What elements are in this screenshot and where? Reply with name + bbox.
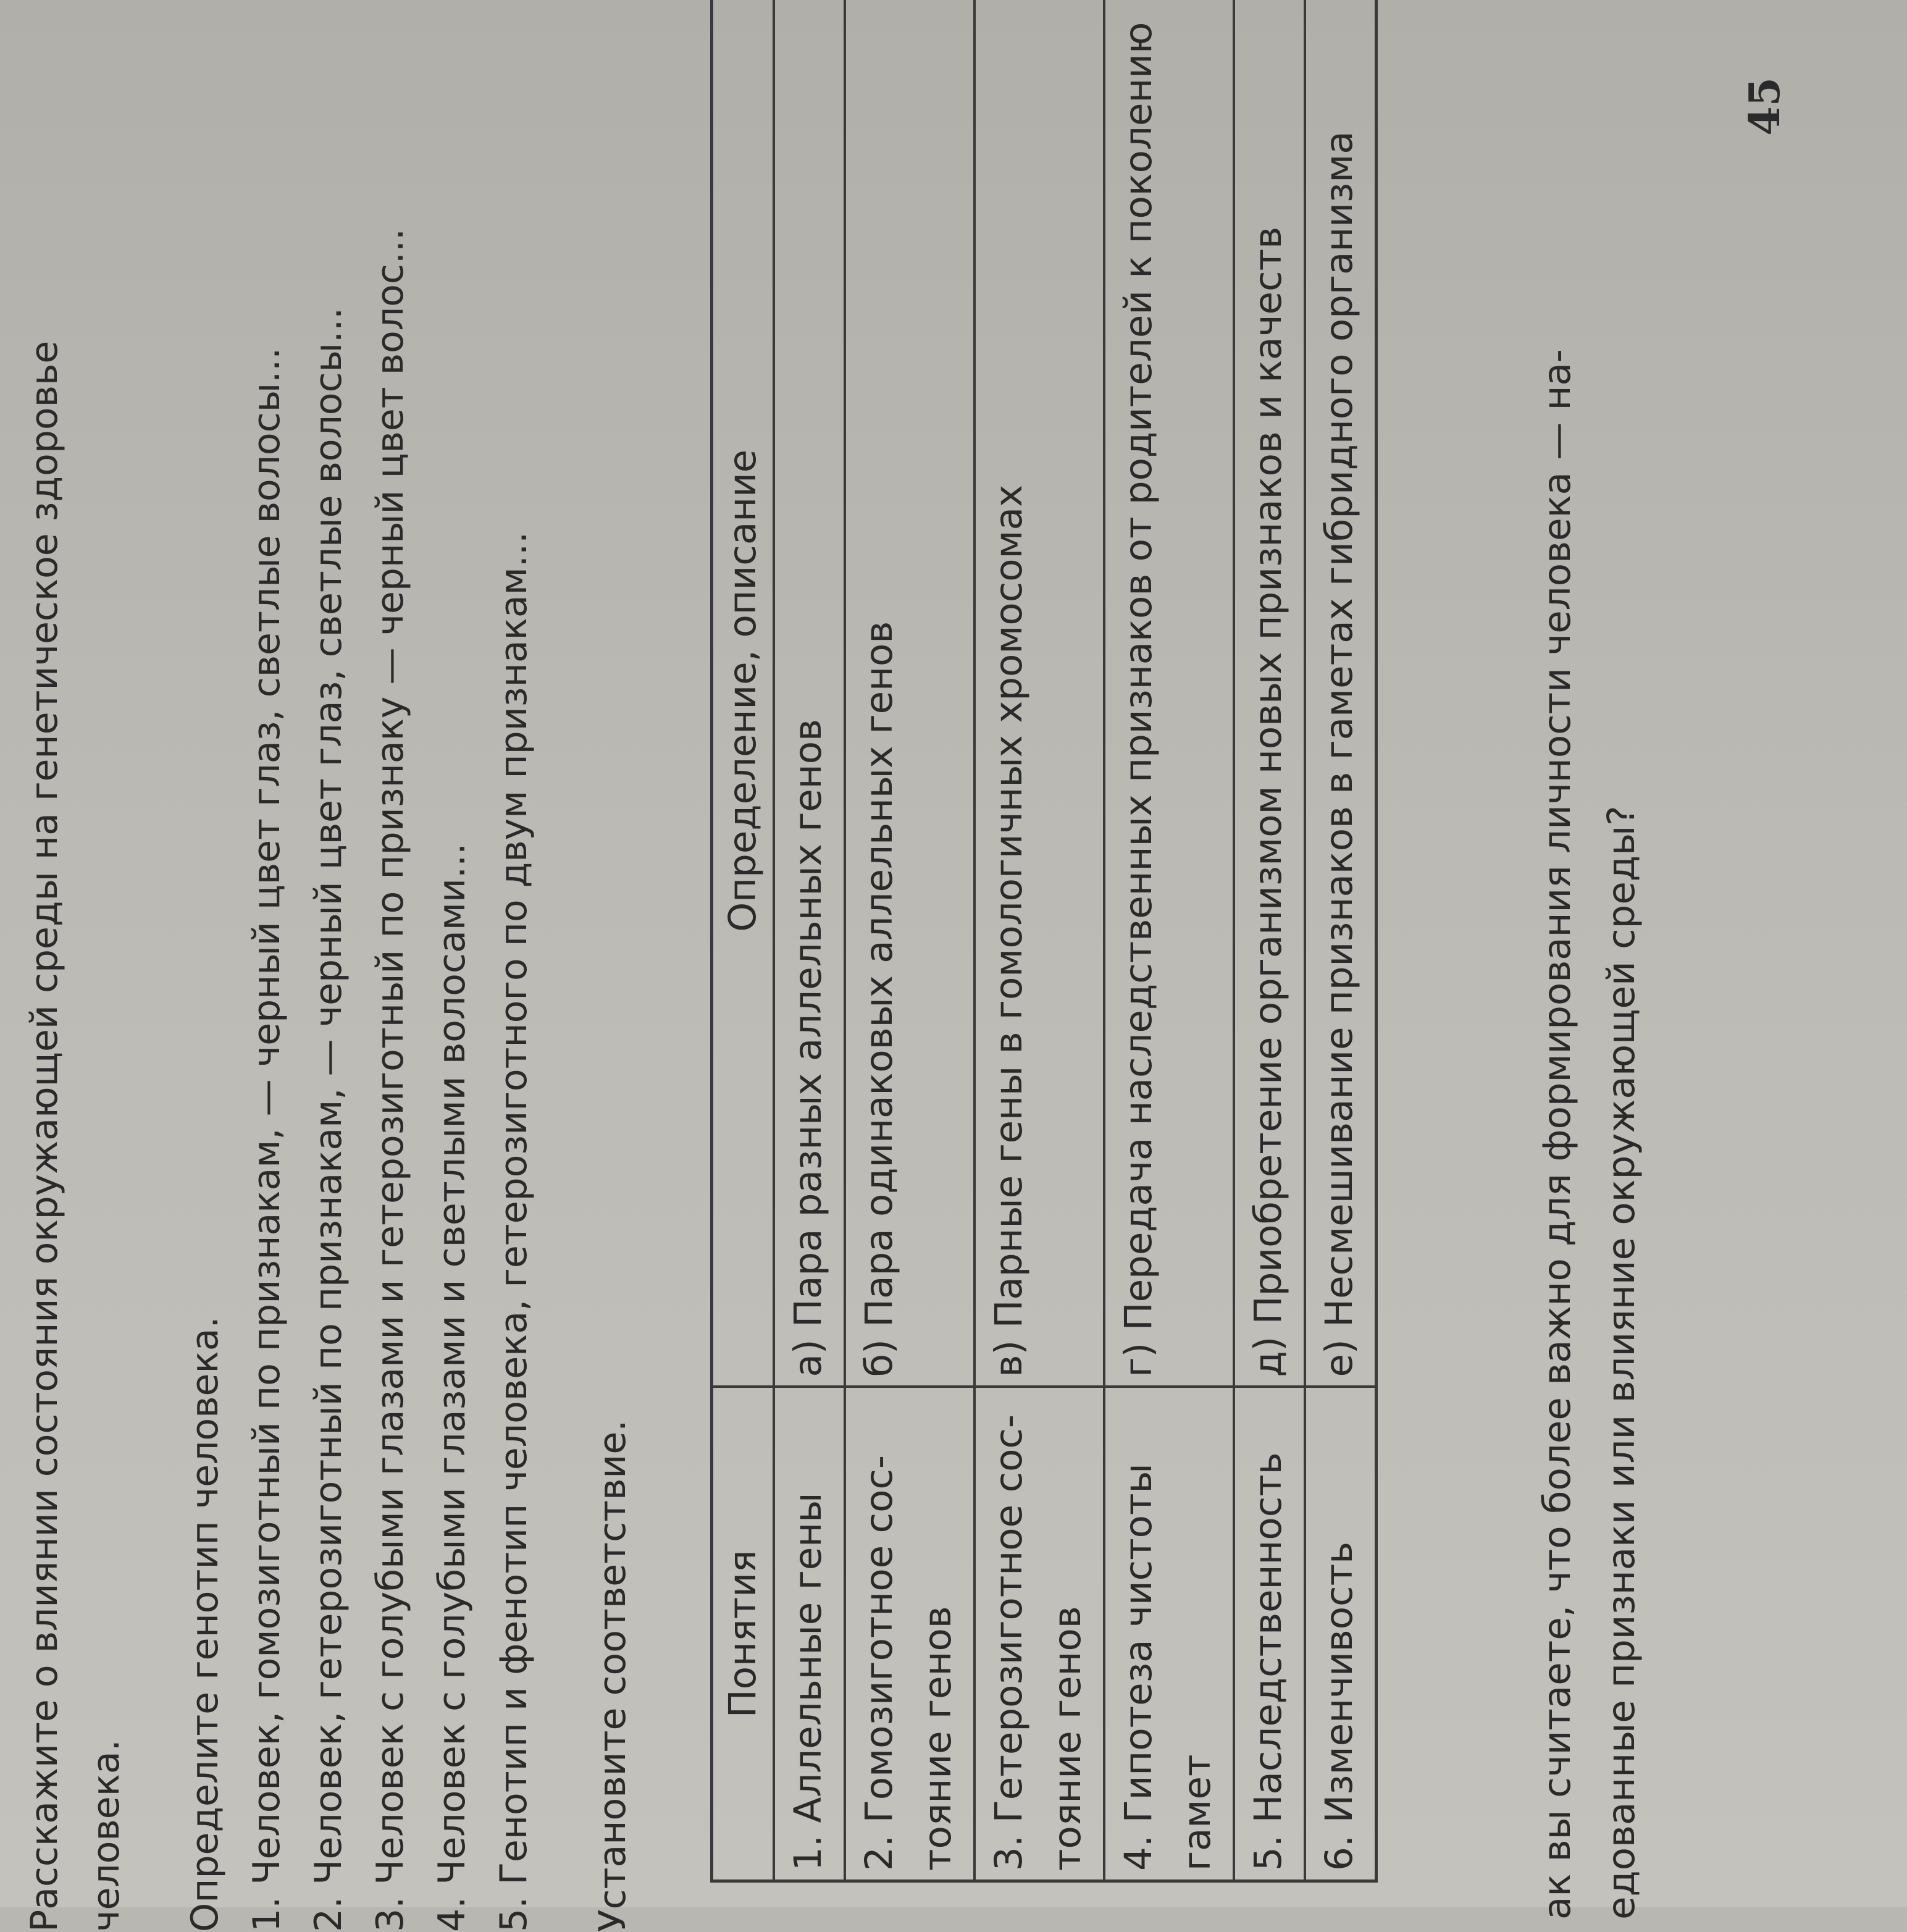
task2-item-2: 2. Человек, гетерозиготный по признакам, — черный цвет глаз, светлые волосы... bbox=[307, 307, 350, 1932]
page-number: 45 bbox=[1740, 77, 1790, 136]
task1-line1: Расскажите о влиянии состояния окружающей среды на генетическое здоровье bbox=[23, 340, 66, 1932]
term-cell: 3. Гетерозиготное сос-тояние генов bbox=[974, 1387, 1104, 1881]
header-concepts: Понятия bbox=[712, 1387, 774, 1881]
task3-intro: Установите соответствие. bbox=[591, 1419, 634, 1932]
header-definitions: Определение, описание bbox=[712, 0, 774, 1387]
table-row bbox=[774, 0, 845, 1881]
term-cell: 1. Аллельные гены bbox=[774, 1387, 845, 1881]
task2-item-5: 5. Генотип и фенотип человека, гетерозиготного по двум признакам... bbox=[492, 531, 535, 1932]
table-header-row bbox=[712, 0, 774, 1881]
matching-table bbox=[710, 0, 1378, 1883]
task2-item-3: 3. Человек с голубыми глазами и гетерозиготный по признаку — черный цвет волос... bbox=[369, 228, 412, 1932]
definition-cell: б) Пара одинаковых аллельных генов bbox=[845, 0, 974, 1387]
term-cell: 4. Гипотеза чистоты гамет bbox=[1104, 1387, 1234, 1881]
table-row bbox=[974, 0, 1104, 1881]
table-row bbox=[1305, 0, 1377, 1881]
table-row bbox=[1104, 0, 1234, 1881]
table-row bbox=[1234, 0, 1305, 1881]
task4-line2: едованные признаки или влияние окружающей среды? bbox=[1599, 805, 1643, 1920]
tasks-text-block bbox=[14, 228, 643, 1932]
table-row bbox=[845, 0, 974, 1881]
definition-cell: в) Парные гены в гомологичных хромосомах bbox=[974, 0, 1104, 1387]
task2-item-1: 1. Человек, гомозиготный по признакам, — черный цвет глаз, светлые волосы... bbox=[245, 347, 288, 1932]
definition-cell: д) Приобретение организмом новых признаков и качеств bbox=[1234, 0, 1305, 1387]
task4-line1: ак вы считаете, что более важно для формирования личности человека — на- bbox=[1535, 349, 1579, 1920]
task2-item-4: 4. Человек с голубыми глазами и светлыми волосами... bbox=[430, 842, 474, 1932]
definition-cell: а) Пара разных аллельных генов bbox=[774, 0, 845, 1387]
term-cell: 5. Наследственность bbox=[1234, 1387, 1305, 1881]
term-cell: 2. Гомозиготное сос-тояние генов bbox=[845, 1387, 974, 1881]
task2-intro: Определите генотип человека. bbox=[183, 1316, 227, 1932]
task1-line2: человека. bbox=[85, 1739, 128, 1932]
task4-text bbox=[1525, 349, 1654, 1920]
definition-cell: е) Несмешивание признаков в гаметах гибридного организма bbox=[1305, 0, 1377, 1387]
term-cell: 6. Изменчивость bbox=[1305, 1387, 1377, 1881]
definition-cell: г) Передача наследственных признаков от родителей к поколению bbox=[1104, 0, 1234, 1387]
